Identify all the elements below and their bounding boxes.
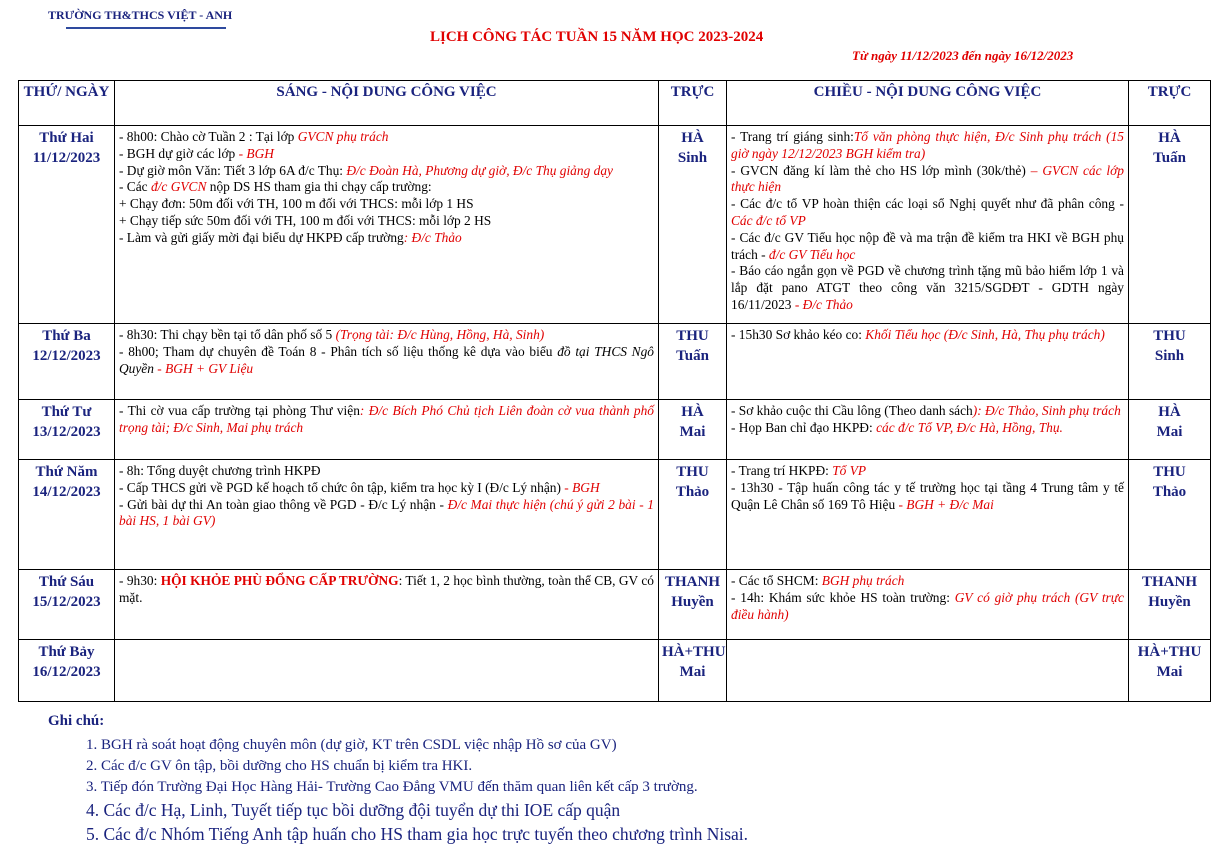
task-text: Tổ VP <box>832 463 867 478</box>
task-text: nộp DS HS tham gia thi chạy cấp trường: <box>206 179 432 195</box>
day-name: Thứ Bảy <box>38 644 95 660</box>
duty-person: THANH <box>664 574 720 590</box>
task-text: - Các đ/c tổ VP hoàn thiện các loại sổ Nghị quyết như đã phân công - <box>731 196 1124 212</box>
task-text: - Các tổ SHCM: <box>731 573 822 588</box>
task-line <box>731 230 1124 264</box>
task-line <box>731 590 1124 624</box>
note-item: 3. Tiếp đón Trường Đại Học Hàng Hải- Trường Cao Đẳng VMU đến thăm quan liên kết cấp 3 trường. <box>86 779 698 795</box>
task-text: Khối Tiểu học (Đ/c Sinh, Hà, Thụ phụ trách) <box>865 327 1105 342</box>
task-text: đ/c GV Tiểu học <box>768 246 856 262</box>
morning-tasks <box>115 126 659 324</box>
day-cell <box>19 126 115 324</box>
task-text: GVCN phụ trách <box>297 129 389 144</box>
task-text: - BGH <box>564 479 600 495</box>
duty-person: Mai <box>679 424 706 440</box>
task-text: - BGH <box>238 145 274 161</box>
task-text: - BGH + Đ/c Mai <box>898 496 994 512</box>
afternoon-tasks <box>727 324 1129 400</box>
task-text: - 8h30: Thi chạy bền tại tổ dân phố số 5 <box>119 327 336 342</box>
task-text: - GVCN đăng kí làm thẻ cho HS lớp mình (30k/thẻ) <box>731 162 1031 178</box>
duty-person: Tuấn <box>1153 150 1186 166</box>
task-line <box>731 480 1124 514</box>
duty-person: Sinh <box>1154 348 1185 364</box>
day-date: 12/12/2023 <box>32 348 101 364</box>
task-text: - Trang trí giáng sinh: <box>731 129 854 144</box>
task-text: - Các đ/c GV Tiểu học nộp đề và ma trận đề kiểm tra HKI về BGH phụ trách - <box>731 229 1124 262</box>
duty-person: HÀ <box>681 130 704 146</box>
date-range: Từ ngày 11/12/2023 đến ngày 16/12/2023 <box>852 48 1074 63</box>
schedule-row <box>19 126 1211 324</box>
duty-person: HÀ <box>1158 404 1181 420</box>
day-date: 13/12/2023 <box>32 424 101 440</box>
schedule-row <box>19 570 1211 640</box>
header-morning: SÁNG - NỘI DUNG CÔNG VIỆC <box>115 81 659 126</box>
task-line <box>119 327 654 344</box>
duty-person: HÀ+THU <box>1137 644 1202 660</box>
task-text: : Đ/c Bích Phó Chủ tịch Liên đoàn cờ vua thành phố trọng tài; Đ/c Sinh, Mai phụ trách <box>119 403 654 435</box>
task-line <box>731 163 1124 197</box>
header-duty-morning: TRỰC <box>659 81 727 126</box>
duty-person: Mai <box>1156 664 1183 680</box>
task-line <box>119 497 654 531</box>
task-line <box>731 403 1124 420</box>
schedule-table <box>18 80 1211 702</box>
school-underline <box>66 27 226 29</box>
task-text: - Thi cờ vua cấp trường tại phòng Thư viện <box>119 403 360 418</box>
duty-person: THU <box>676 464 709 480</box>
day-name: Thứ Hai <box>39 130 94 146</box>
task-text: - BGH + GV Liệu <box>153 360 254 376</box>
afternoon-duty <box>1129 640 1211 702</box>
schedule-body <box>19 126 1211 702</box>
schedule-row <box>19 640 1211 702</box>
task-text: đ/c GVCN <box>150 179 207 195</box>
task-text: + Chạy tiếp sức 50m đối với TH, 100 m đối với THCS: mỗi lớp 2 HS <box>119 212 492 228</box>
schedule-row <box>19 400 1211 460</box>
afternoon-tasks <box>727 126 1129 324</box>
task-line <box>119 344 654 378</box>
note-item: 1. BGH rà soát hoạt động chuyên môn (dự giờ, KT trên CSDL việc nhập Hồ sơ của GV) <box>86 737 617 753</box>
afternoon-duty <box>1129 400 1211 460</box>
task-line <box>119 146 654 163</box>
task-text: - Báo cáo ngắn gọn về PGD về chương trình tặng mũ bảo hiểm lớp 1 và lắp đặt pano ATGT theo công văn 3215/SGDĐT - GDTH ngày 16/11/2023 <box>731 263 1124 312</box>
day-date: 14/12/2023 <box>32 484 101 500</box>
day-date: 16/12/2023 <box>32 664 101 680</box>
task-text: Các đ/c tổ VP <box>731 212 806 228</box>
task-text: - 8h00; Tham dự chuyên đề Toán 8 - Phân tích số liệu thống kê dựa vào biểu <box>119 343 558 359</box>
duty-person: Huyền <box>1148 594 1191 610</box>
school-name: TRƯỜNG TH&THCS VIỆT - ANH <box>48 8 233 22</box>
afternoon-duty <box>1129 570 1211 640</box>
note-item: 4. Các đ/c Hạ, Linh, Tuyết tiếp tục bồi dưỡng đội tuyển dự thi IOE cấp quận <box>86 800 621 820</box>
task-text: - 8h: Tổng duyệt chương trình HKPĐ <box>119 463 321 478</box>
task-line <box>119 230 654 247</box>
day-cell <box>19 460 115 570</box>
task-line <box>119 403 654 437</box>
morning-duty <box>659 400 727 460</box>
duty-person: Tuấn <box>676 348 709 364</box>
morning-duty <box>659 460 727 570</box>
morning-duty <box>659 126 727 324</box>
task-line <box>119 163 654 180</box>
duty-person: Huyền <box>671 594 714 610</box>
task-text: - BGH dự giờ các lớp <box>119 145 239 161</box>
task-text: - 14h: Khám sức khỏe HS toàn trường: <box>731 589 955 605</box>
morning-tasks <box>115 324 659 400</box>
task-text: - Làm và gửi giấy mời đại biểu dự HKPĐ cấp trường <box>119 229 404 245</box>
task-text: các đ/c Tổ VP, Đ/c Hà, Hồng, Thụ. <box>876 419 1063 435</box>
day-cell <box>19 324 115 400</box>
task-line <box>119 463 654 480</box>
task-text: + Chạy đơn: 50m đối với TH, 100 m đối với THCS: mỗi lớp 1 HS <box>119 196 474 212</box>
schedule-row <box>19 324 1211 400</box>
notes-title: Ghi chú: <box>48 713 105 729</box>
task-line <box>731 463 1124 480</box>
task-text: Đ/c Mai thực hiện (chú ý gửi 2 bài - 1 bài HS, 1 bài GV) <box>119 496 654 529</box>
day-name: Thứ Ba <box>42 328 91 344</box>
day-name: Thứ Tư <box>41 404 92 420</box>
page-title: LỊCH CÔNG TÁC TUẦN 15 NĂM HỌC 2023-2024 <box>430 29 764 45</box>
task-text: – GVCN các lớp thực hiện <box>731 162 1124 195</box>
afternoon-duty <box>1129 460 1211 570</box>
task-line <box>731 327 1124 344</box>
task-text: HỘI KHỎE PHÙ ĐỔNG CẤP TRƯỜNG <box>160 573 399 588</box>
morning-tasks <box>115 570 659 640</box>
duty-person: HÀ <box>681 404 704 420</box>
task-line <box>119 573 654 607</box>
duty-person: Thảo <box>1152 484 1187 500</box>
task-text: đồ tại THCS Ngô Quyền <box>119 343 654 376</box>
task-text: Đ/c Đoàn Hà, Phương dự giờ, Đ/c Thụ giảng dạy <box>346 162 613 178</box>
task-line <box>119 179 654 196</box>
afternoon-tasks <box>727 640 1129 702</box>
task-text: : Tiết 1, 2 học bình thường, toàn thể CB, GV có mặt. <box>119 573 654 605</box>
duty-person: Mai <box>1156 424 1183 440</box>
task-text: : Đ/c Thảo <box>403 229 462 245</box>
task-text: - Dự giờ môn Văn: Tiết 3 lớp 6A đ/c Thụ: <box>119 162 347 178</box>
afternoon-duty <box>1129 324 1211 400</box>
task-text: - Đ/c Thảo <box>794 296 853 312</box>
day-date: 15/12/2023 <box>32 594 101 610</box>
day-cell <box>19 400 115 460</box>
header-afternoon: CHIỀU - NỘI DUNG CÔNG VIỆC <box>727 81 1129 126</box>
morning-tasks <box>115 640 659 702</box>
duty-person: THANH <box>1141 574 1197 590</box>
note-item: 2. Các đ/c GV ôn tập, bồi dưỡng cho HS chuẩn bị kiểm tra HKI. <box>86 758 473 774</box>
note-item: 5. Các đ/c Nhóm Tiếng Anh tập huấn cho HS tham gia học trực tuyến theo chương trình Nisai. <box>86 824 749 844</box>
header-day: THỨ/ NGÀY <box>19 81 115 126</box>
task-text: ): Đ/c Thảo, Sinh phụ trách <box>972 403 1121 418</box>
notes-list <box>86 735 748 846</box>
task-text: GV có giờ phụ trách (GV trực điều hành) <box>731 589 1125 622</box>
day-cell <box>19 640 115 702</box>
task-text: - 13h30 - Tập huấn công tác y tế trường học tại tầng 4 Trung tâm y tế Quận Lê Chân số 169 Tô Hiệu <box>731 479 1124 512</box>
header-duty-afternoon: TRỰC <box>1129 81 1211 126</box>
morning-duty <box>659 570 727 640</box>
task-text: - 9h30: <box>119 573 161 588</box>
duty-person: HÀ <box>1158 130 1181 146</box>
afternoon-tasks <box>727 460 1129 570</box>
schedule-row <box>19 460 1211 570</box>
duty-person: THU <box>676 328 709 344</box>
task-text: Tổ văn phòng thực hiện, Đ/c Sinh phụ trách (15 giờ ngày 12/12/2023 BGH kiểm tra) <box>731 129 1124 161</box>
duty-person: HÀ+THU <box>662 644 726 660</box>
task-text: - 15h30 Sơ khảo kéo co: <box>731 327 866 342</box>
task-text: - Cấp THCS gửi về PGD kế hoạch tổ chức ôn tập, kiểm tra học kỳ I (Đ/c Lý nhận) <box>119 479 565 495</box>
task-line <box>119 213 654 230</box>
day-name: Thứ Sáu <box>38 574 95 590</box>
task-line <box>119 480 654 497</box>
task-text: - Gửi bài dự thi An toàn giao thông về PGD - Đ/c Lý nhận - <box>119 496 448 512</box>
duty-person: Sinh <box>677 150 708 166</box>
morning-tasks <box>115 400 659 460</box>
task-text: - Trang trí HKPĐ: <box>731 463 833 478</box>
morning-tasks <box>115 460 659 570</box>
morning-duty <box>659 324 727 400</box>
morning-duty <box>659 640 727 702</box>
task-line <box>119 129 654 146</box>
task-text: BGH phụ trách <box>821 573 905 588</box>
task-line <box>119 196 654 213</box>
task-text: - Họp Ban chỉ đạo HKPĐ: <box>731 419 877 435</box>
task-line <box>731 196 1124 230</box>
task-line <box>731 263 1124 313</box>
task-text: (Trọng tài: Đ/c Hùng, Hồng, Hà, Sinh) <box>335 327 545 342</box>
task-line <box>731 420 1124 437</box>
day-cell <box>19 570 115 640</box>
day-date: 11/12/2023 <box>32 150 101 166</box>
day-name: Thứ Năm <box>35 464 98 480</box>
duty-person: Thảo <box>675 484 710 500</box>
afternoon-duty <box>1129 126 1211 324</box>
task-text: - Các <box>119 179 151 195</box>
duty-person: THU <box>1153 328 1186 344</box>
duty-person: THU <box>1153 464 1186 480</box>
afternoon-tasks <box>727 400 1129 460</box>
afternoon-tasks <box>727 570 1129 640</box>
task-text: - 8h00: Chào cờ Tuần 2 : Tại lớp <box>119 129 298 144</box>
task-line <box>731 129 1124 163</box>
task-text: - Sơ khảo cuộc thi Cầu lông (Theo danh sách <box>731 403 973 418</box>
task-line <box>731 573 1124 590</box>
duty-person: Mai <box>679 664 706 680</box>
